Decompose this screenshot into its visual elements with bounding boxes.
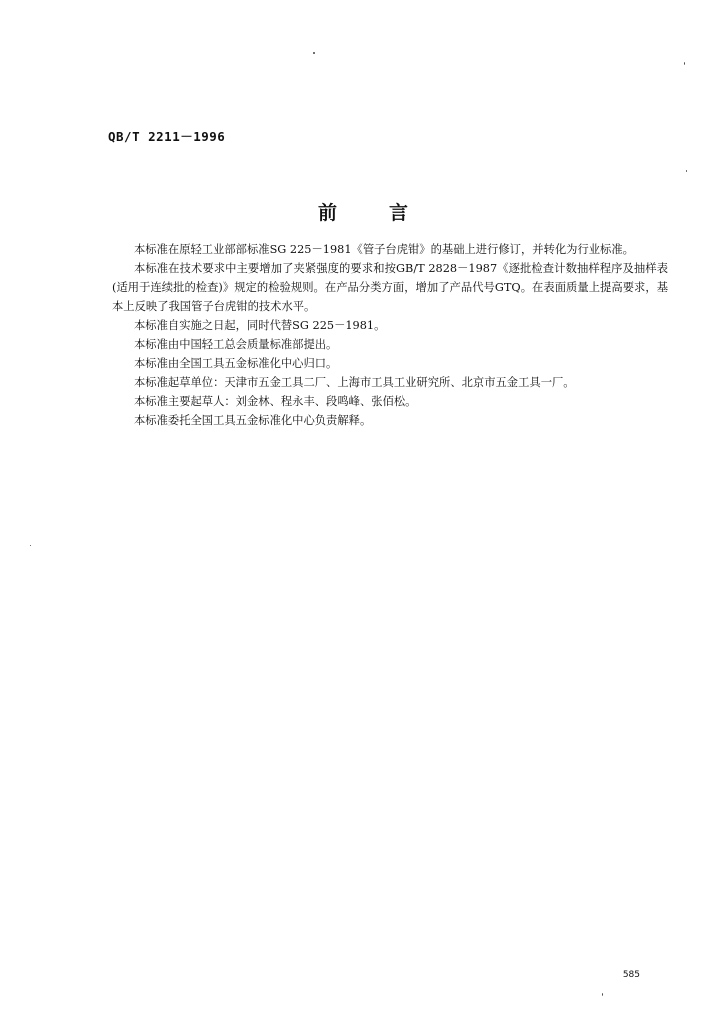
- paragraph-drafting-units: 本标准起草单位：天津市五金工具二厂、上海市工具工业研究所、北京市五金工具一厂。: [134, 376, 575, 389]
- page-number: 585: [622, 970, 640, 980]
- paragraph-proposed-by: 本标准由中国轻工总会质量标准部提出。: [134, 338, 338, 351]
- standard-code: QB/T 2211－1996: [108, 129, 226, 144]
- scan-speck: [313, 52, 315, 54]
- paragraph-technical-requirements: 本标准在技术要求中主要增加了夹紧强度的要求和按GB/T 2828－1987《逐批检查计数抽样程序及抽样表(适用于连续批的检查)》规定的检验规则。在产品分类方面，增加了产品代号GTQ。在表面质量上提高要求，基本上反映了我国管子台虎钳的技术水平。: [112, 262, 668, 313]
- scan-speck: [30, 545, 31, 546]
- paragraph-replaces: 本标准自实施之日起，同时代替SG 225－1981。: [134, 319, 386, 332]
- scan-speck: [684, 62, 685, 65]
- title-char-1: 前: [317, 202, 337, 224]
- title-char-2: 言: [389, 202, 409, 224]
- paragraph-interpretation: 本标准委托全国工具五金标准化中心负责解释。: [134, 414, 372, 427]
- paragraph-administered-by: 本标准由全国工具五金标准化中心归口。: [134, 357, 338, 370]
- scan-speck: [686, 170, 687, 172]
- paragraph-basis: 本标准在原轻工业部部标准SG 225－1981《管子台虎钳》的基础上进行修订，并转化为行业标准。: [134, 243, 634, 256]
- paragraph-drafters: 本标准主要起草人：刘金林、程永丰、段鸣峰、张佰松。: [134, 395, 417, 408]
- foreword-body: [112, 240, 668, 430]
- page-title: [0, 198, 726, 225]
- scan-speck: [602, 993, 603, 996]
